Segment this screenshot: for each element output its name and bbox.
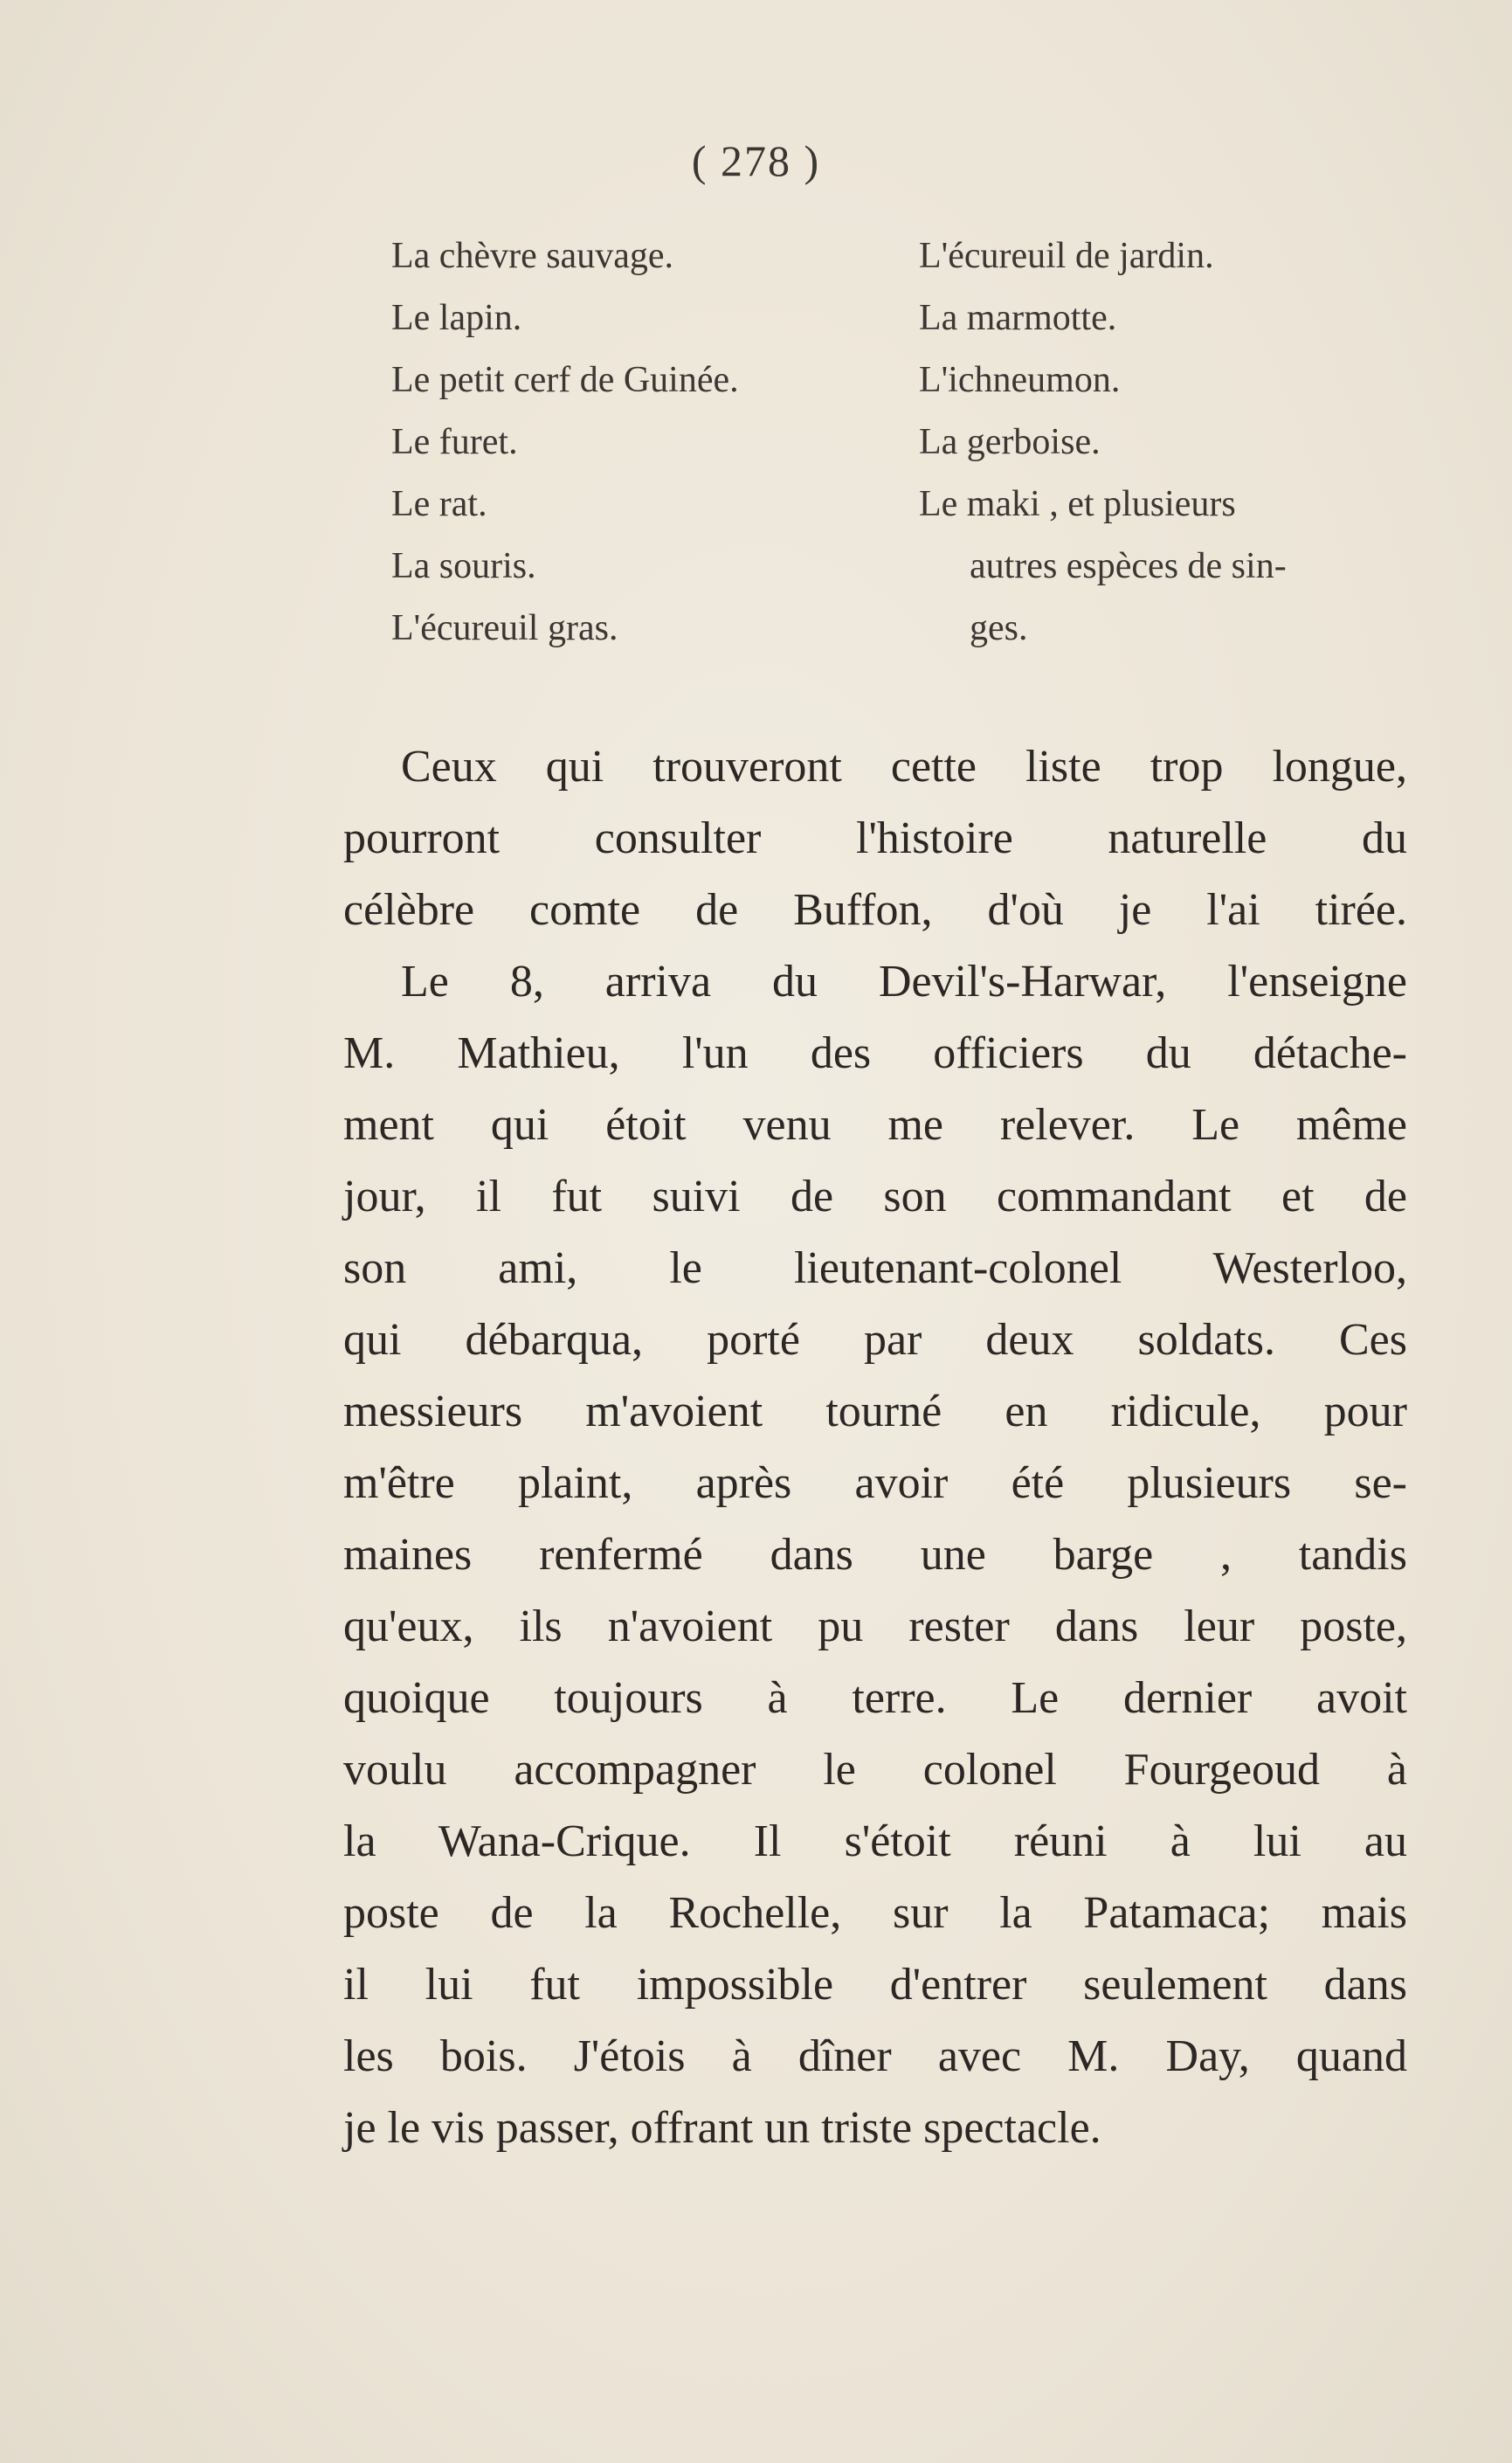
text-line: poste de la Rochelle, sur la Patamaca; mais: [343, 1888, 1407, 1938]
text-line: je le vis passer, offrant un triste spectacle.: [343, 2103, 1101, 2153]
text-line: qui débarqua, porté par deux soldats. Ces: [343, 1315, 1407, 1365]
text-line: m'être plaint, après avoir été plusieurs se-: [343, 1458, 1407, 1508]
animal-list-left: [391, 225, 915, 660]
text-line: jour, il fut suivi de son commandant et de: [343, 1172, 1407, 1221]
text-line: pourront consulter l'histoire naturelle du: [343, 813, 1407, 863]
list-item: Le petit cerf de Guinée.: [391, 360, 739, 400]
list-item: Le rat.: [391, 484, 487, 524]
list-item-continuation: autres espèces de sin-: [970, 546, 1287, 586]
text-line: Ceux qui trouveront cette liste trop longue,: [401, 742, 1407, 792]
list-item-continuation: ges.: [970, 608, 1028, 648]
text-line: maines renfermé dans une barge , tandis: [343, 1530, 1407, 1580]
list-item: L'écureuil gras.: [391, 608, 618, 648]
list-item: Le maki , et plusieurs: [919, 484, 1236, 524]
list-item: La chèvre sauvage.: [391, 236, 673, 276]
text-line: les bois. J'étois à dîner avec M. Day, quand: [343, 2031, 1407, 2081]
list-item: La souris.: [391, 546, 536, 586]
text-line: qu'eux, ils n'avoient pu rester dans leur poste,: [343, 1602, 1407, 1651]
text-line: célèbre comte de Buffon, d'où je l'ai tirée.: [343, 885, 1407, 935]
list-item: Le furet.: [391, 422, 518, 462]
text-line: M. Mathieu, l'un des officiers du détache-: [343, 1028, 1407, 1078]
list-item: La gerboise.: [919, 422, 1101, 462]
text-line: la Wana-Crique. Il s'étoit réuni à lui au: [343, 1816, 1407, 1866]
list-item: L'écureuil de jardin.: [919, 236, 1214, 276]
list-item: Le lapin.: [391, 298, 522, 338]
text-line: quoique toujours à terre. Le dernier avoit: [343, 1673, 1407, 1723]
text-line: Le 8, arriva du Devil's-Harwar, l'enseigne: [401, 957, 1407, 1007]
text-line: messieurs m'avoient tourné en ridicule, pour: [343, 1387, 1407, 1436]
body-paragraph: [343, 731, 1407, 2164]
list-item: La marmotte.: [919, 298, 1117, 338]
list-item: L'ichneumon.: [919, 360, 1121, 400]
text-line: ment qui étoit venu me relever. Le même: [343, 1100, 1407, 1150]
animal-list-right: [919, 225, 1408, 660]
page-number: ( 278 ): [691, 136, 821, 185]
text-line: son ami, le lieutenant-colonel Westerloo,: [343, 1243, 1407, 1293]
text-line: il lui fut impossible d'entrer seulement dans: [343, 1960, 1407, 2010]
text-line: voulu accompagner le colonel Fourgeoud à: [343, 1745, 1407, 1795]
